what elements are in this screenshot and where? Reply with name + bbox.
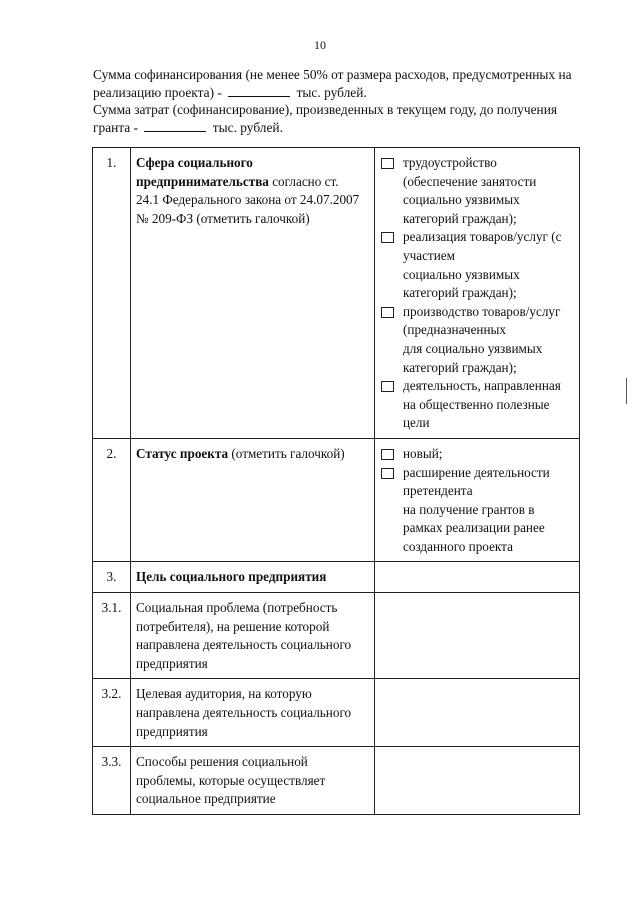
checkbox-icon[interactable]	[381, 158, 394, 169]
option-text: (обеспечение занятости	[403, 173, 537, 189]
label-text: предприятия	[136, 655, 208, 671]
option-text: категорий граждан);	[403, 210, 517, 226]
label-text: потребителя), на решение которой	[136, 618, 330, 634]
scan-margin-mark	[626, 378, 627, 404]
options-cell	[375, 148, 580, 439]
table-row	[93, 438, 580, 562]
row-label	[131, 562, 375, 593]
intro-line-4	[93, 119, 613, 137]
option-text: на получение грантов в	[403, 501, 535, 517]
label-text: предприятия	[136, 723, 208, 739]
expenses-amount-blank[interactable]	[144, 121, 206, 132]
label-text: социальное предприятие	[136, 791, 276, 807]
label-text: Целевая аудитория, на которую	[136, 686, 312, 702]
row-label	[131, 747, 375, 815]
row-number: 1.	[93, 148, 131, 439]
row-number: 3.3.	[93, 747, 131, 815]
option-production[interactable]	[380, 303, 574, 377]
label-text: Социальная проблема (потребность	[136, 600, 338, 616]
table-row	[93, 747, 580, 815]
option-text: расширение деятельности	[403, 464, 550, 480]
cofinancing-amount-blank[interactable]	[228, 86, 290, 97]
label-bold: Сфера социального	[136, 155, 253, 170]
intro-paragraph	[93, 66, 613, 136]
label-text: проблемы, которые осуществляет	[136, 772, 326, 788]
checkbox-icon[interactable]	[381, 307, 394, 318]
application-table	[92, 147, 580, 815]
intro-line-3: Сумма затрат (софинансирование), произведенных в текущем году, до получения	[93, 102, 558, 117]
option-text: социально уязвимых	[403, 266, 520, 282]
intro-line-2	[93, 84, 613, 102]
option-text: трудоустройство	[403, 155, 497, 170]
value-cell[interactable]	[375, 747, 580, 815]
value-cell[interactable]	[375, 679, 580, 747]
cofinancing-unit: тыс. рублей.	[296, 84, 367, 100]
label-bold: Статус проекта	[136, 445, 229, 461]
table-row	[93, 679, 580, 747]
option-public-benefit[interactable]	[380, 377, 574, 433]
label-text: 24.1 Федерального закона от 24.07.2007	[136, 192, 360, 208]
option-text: новый;	[403, 445, 443, 461]
label-text: направлена деятельность социального	[136, 705, 352, 721]
label-text: направлена деятельность социального	[136, 637, 352, 653]
option-text: социально уязвимых	[403, 192, 520, 208]
checkbox-icon[interactable]	[381, 232, 394, 243]
option-text: (предназначенных	[403, 322, 506, 338]
value-cell[interactable]	[375, 562, 580, 593]
option-text: на общественно полезные	[403, 396, 550, 412]
table-row	[93, 593, 580, 679]
row-number: 2.	[93, 438, 131, 562]
row-number: 3.2.	[93, 679, 131, 747]
option-text: созданного проекта	[403, 538, 513, 554]
checkbox-icon[interactable]	[381, 468, 394, 479]
option-text: рамках реализации ранее	[403, 520, 545, 536]
table-row	[93, 562, 580, 593]
option-employment[interactable]	[380, 154, 574, 228]
option-text: деятельность, направленная	[403, 378, 561, 394]
option-text: категорий граждан);	[403, 285, 517, 301]
label-text: Способы решения социальной	[136, 754, 308, 770]
expenses-label: гранта -	[93, 119, 139, 135]
row-label	[131, 438, 375, 562]
intro-line-1: Сумма софинансирования (не менее 50% от размера расходов, предусмотренных на	[93, 67, 572, 82]
row-number: 3.	[93, 562, 131, 593]
option-text: участием	[403, 247, 455, 263]
option-text: категорий граждан);	[403, 359, 517, 375]
value-cell[interactable]	[375, 593, 580, 679]
option-new[interactable]	[380, 445, 574, 464]
cofinancing-label: реализацию проекта) -	[93, 84, 222, 100]
row-number: 3.1.	[93, 593, 131, 679]
row-label	[131, 593, 375, 679]
label-text: (отметить галочкой)	[228, 445, 345, 461]
label-bold: предпринимательства	[136, 173, 269, 189]
option-text: для социально уязвимых	[403, 340, 543, 356]
options-cell	[375, 438, 580, 562]
expenses-unit: тыс. рублей.	[212, 119, 283, 135]
table-row	[93, 148, 580, 439]
option-text: претендента	[403, 483, 473, 499]
option-text: цели	[403, 415, 430, 431]
label-bold: Цель социального предприятия	[136, 569, 327, 585]
row-label	[131, 679, 375, 747]
option-expansion[interactable]	[380, 464, 574, 557]
row-label	[131, 148, 375, 439]
label-text: согласно ст.	[268, 173, 339, 189]
label-text: № 209-ФЗ (отметить галочкой)	[136, 210, 310, 226]
checkbox-icon[interactable]	[381, 381, 394, 392]
option-text: производство товаров/услуг	[403, 303, 561, 319]
option-sales[interactable]	[380, 228, 574, 302]
page-number: 10	[314, 38, 326, 52]
option-text: реализация товаров/услуг (с	[403, 229, 562, 245]
checkbox-icon[interactable]	[381, 449, 394, 460]
